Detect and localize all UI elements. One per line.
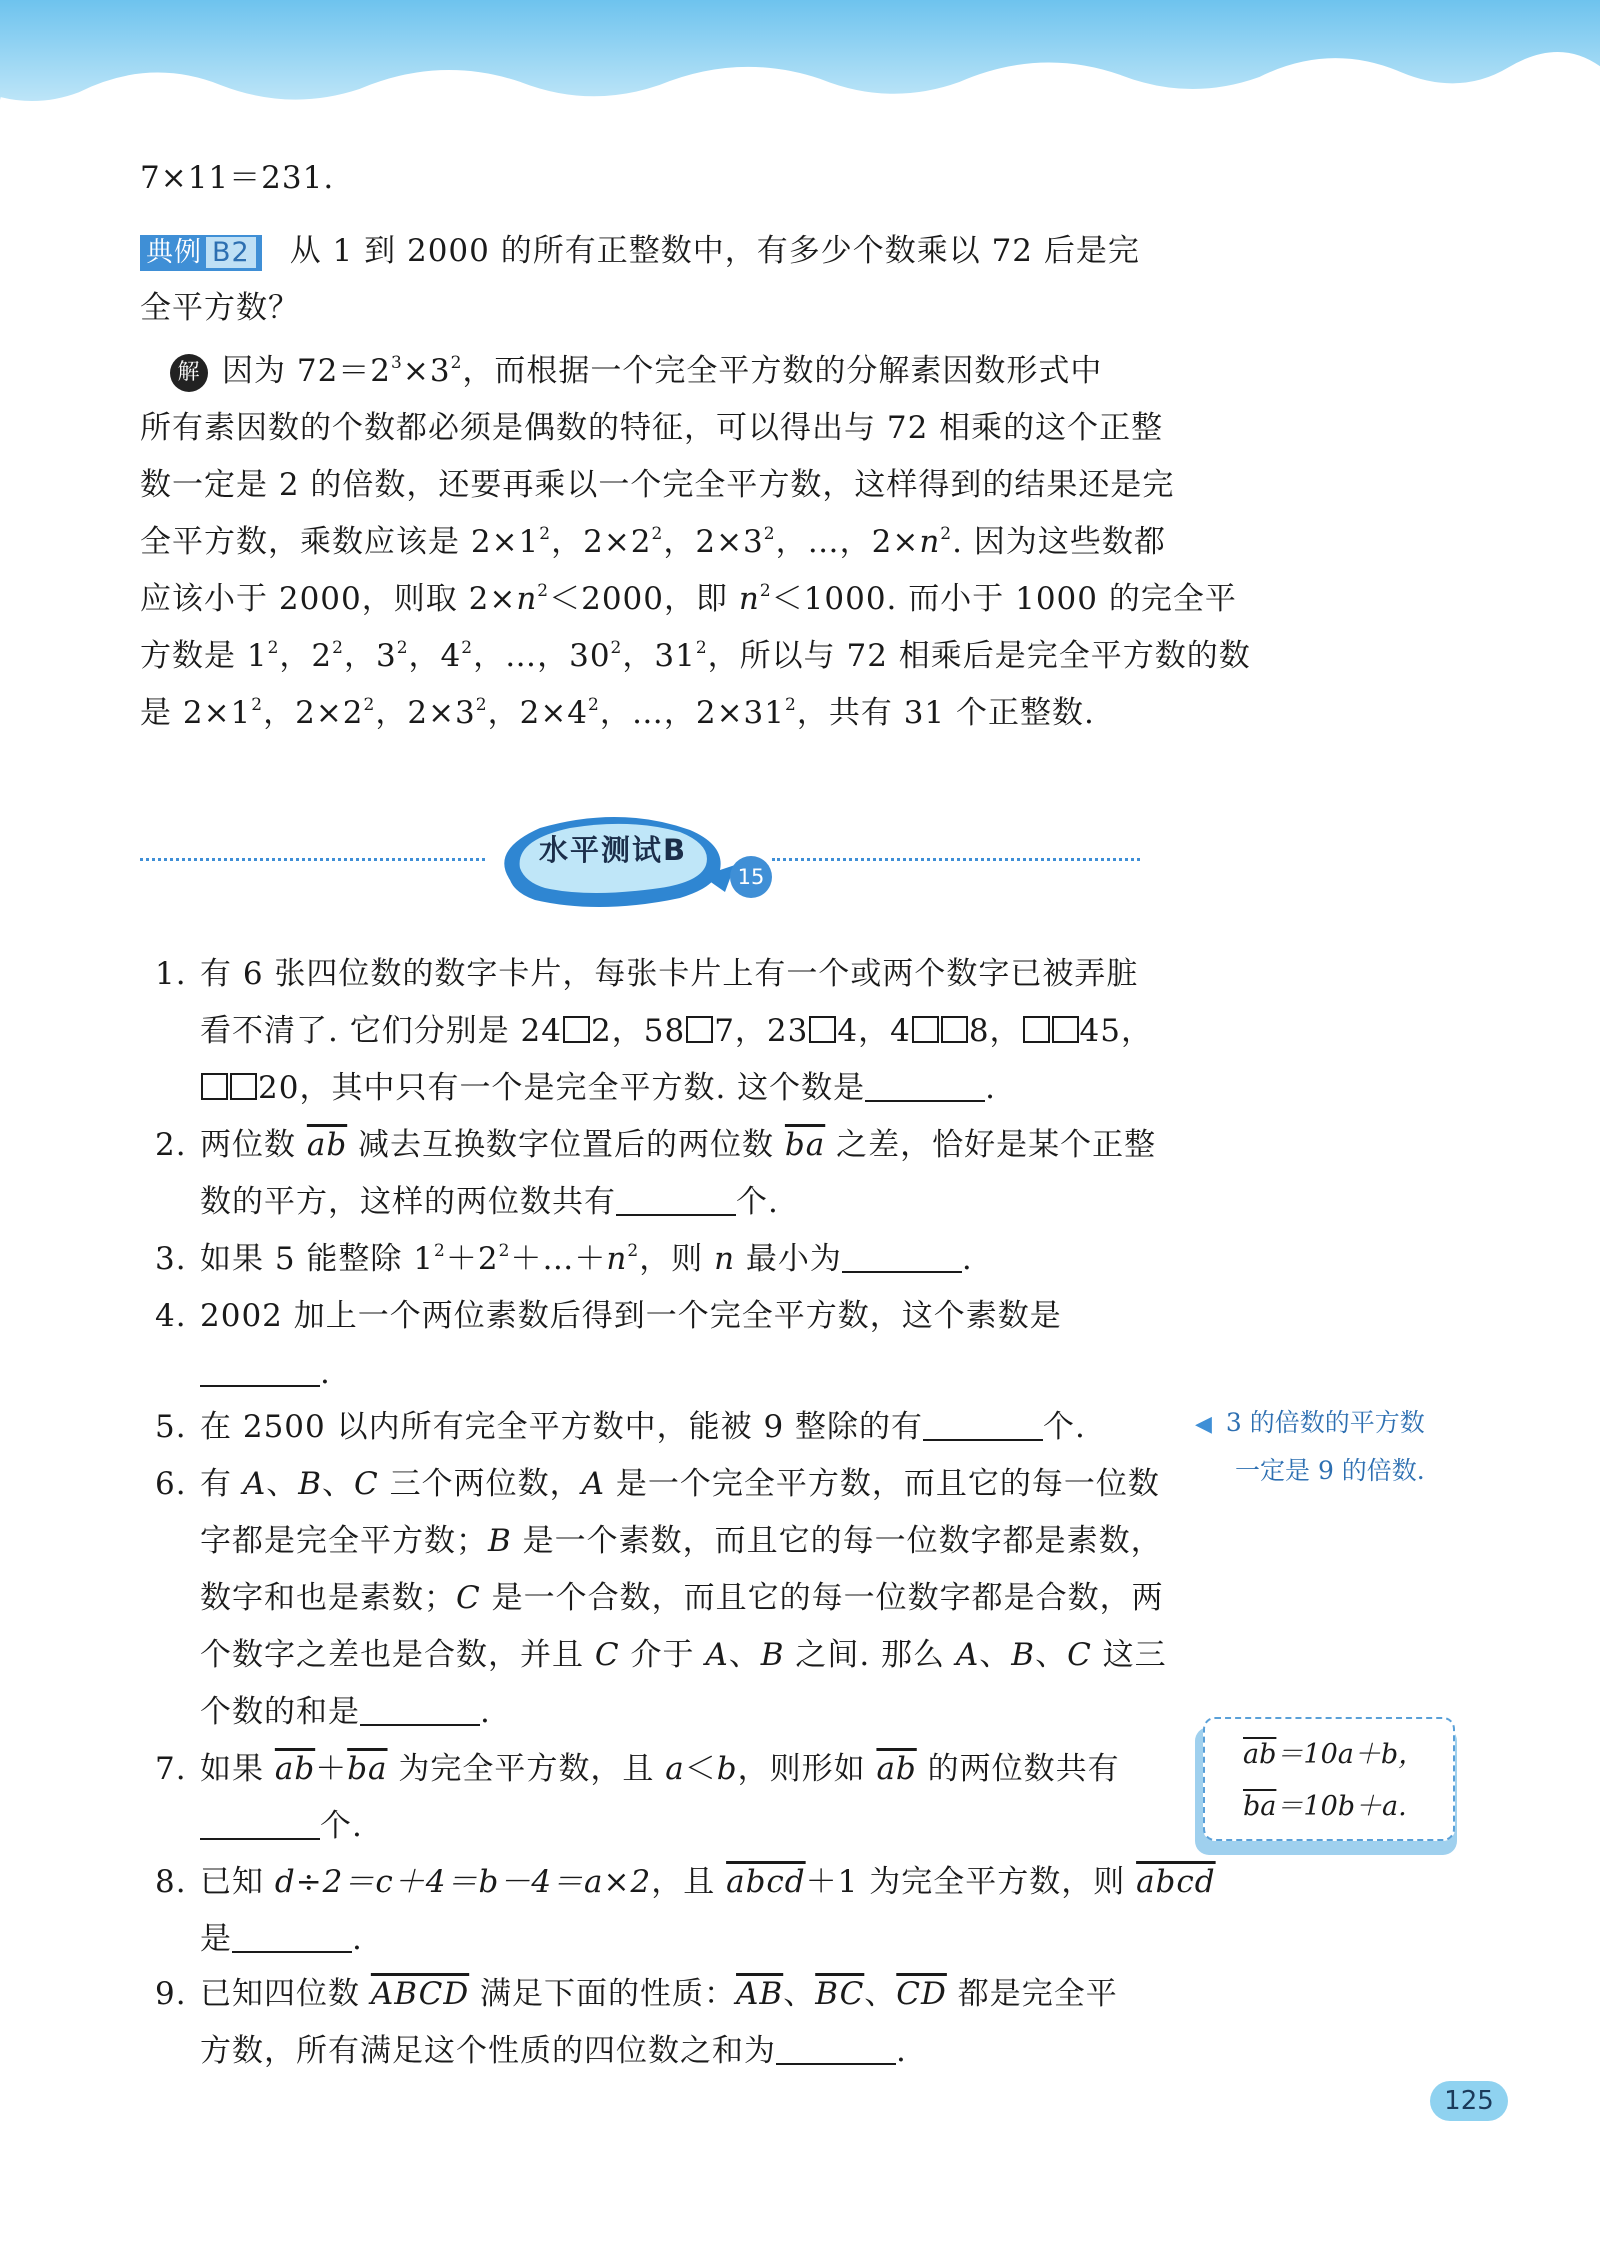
- formula-text: ＝10a＋b，: [1276, 1739, 1426, 1770]
- variable: A: [705, 1637, 729, 1673]
- solution-block: [140, 343, 1251, 742]
- answer-blank[interactable]: [232, 1921, 352, 1953]
- overline-number: ABCD: [370, 1976, 470, 2012]
- question-text: ＜: [684, 1751, 717, 1787]
- solution-marker-icon: 解: [170, 354, 208, 392]
- question-text: 减去互换数字位置后的两位数: [347, 1127, 785, 1163]
- example-question-line: 从 1 到 2000 的所有正整数中，有多少个数乘以 72 后是完: [289, 233, 1140, 269]
- variable: C: [456, 1580, 481, 1616]
- sky-header-decoration: [0, 0, 1600, 150]
- question-text: 个.: [1043, 1409, 1086, 1445]
- section-number-badge: 15: [730, 856, 772, 898]
- question-text: 、: [783, 1976, 816, 2012]
- exponent: 2: [251, 695, 264, 715]
- question-text: 20，其中只有一个是完全平方数. 这个数是: [258, 1070, 866, 1106]
- exponent: 2: [363, 695, 376, 715]
- continued-equation: [140, 150, 334, 207]
- answer-blank[interactable]: [776, 2033, 896, 2065]
- question-text: 是一个合数，而且它的每一位数字都是合数，两: [480, 1580, 1164, 1616]
- question-number: 8.: [155, 1864, 187, 1900]
- variable: a: [665, 1751, 685, 1787]
- exponent: 2: [759, 581, 772, 601]
- solution-text: 所有素因数的个数都必须是偶数的特征，可以得出与 72 相乘的这个正整: [140, 410, 1164, 446]
- exponent: 2: [498, 1241, 511, 1261]
- question-text: 的两位数共有: [916, 1751, 1120, 1787]
- question-4: [155, 1288, 1155, 1402]
- page-number: 125: [1430, 2081, 1508, 2121]
- exponent: 2: [627, 1241, 640, 1261]
- solution-text: ，4: [408, 638, 462, 674]
- variable: n: [738, 581, 760, 617]
- exponent: 2: [763, 524, 776, 544]
- question-text: 在 2500 以内所有完全平方数中，能被 9 整除的有: [200, 1409, 924, 1445]
- question-text: .: [961, 1241, 973, 1277]
- question-text: 2002 加上一个两位素数后得到一个完全平方数，这个素数是: [200, 1298, 1062, 1334]
- overline-number: $\overline{ba}$: [347, 1751, 388, 1787]
- question-text: .: [985, 1070, 997, 1106]
- solution-text: 数一定是 2 的倍数，还要再乘以一个完全平方数，这样得到的结果还是完: [140, 467, 1175, 503]
- blank-digit-box: [1023, 1016, 1050, 1043]
- triangle-pointer-icon: ◀: [1195, 1412, 1212, 1437]
- question-number: 1.: [155, 956, 187, 992]
- overline-number: $\overline{ab}$: [306, 1127, 348, 1163]
- equation-text: 7×11＝231.: [140, 160, 335, 196]
- variable: B: [488, 1523, 512, 1559]
- question-text: 之差，恰好是某个正整: [825, 1127, 1157, 1163]
- solution-text: ，2×3: [663, 524, 764, 560]
- question-1: [155, 946, 1155, 1117]
- question-2: [155, 1117, 1155, 1231]
- question-text: ，且: [651, 1864, 727, 1900]
- formula-box: [1195, 1717, 1455, 1847]
- question-number: 4.: [155, 1298, 187, 1334]
- blank-digit-box: [686, 1016, 713, 1043]
- solution-text: 全平方数，乘数应该是 2×1: [140, 524, 540, 560]
- solution-text: ，2: [279, 638, 333, 674]
- question-text: .: [320, 1355, 331, 1391]
- solution-text: ，3: [343, 638, 397, 674]
- answer-blank[interactable]: [200, 1355, 320, 1387]
- question-text: 7，23: [714, 1013, 809, 1049]
- variable: C: [354, 1466, 379, 1502]
- example-badge-label: 典例: [146, 236, 202, 268]
- exponent: 2: [539, 524, 552, 544]
- question-text: 有: [200, 1466, 243, 1502]
- solution-text: ，2×4: [487, 695, 589, 731]
- blank-digit-box: [941, 1016, 968, 1043]
- blank-digit-box: [809, 1016, 836, 1043]
- solution-text: ，…，30: [473, 638, 611, 674]
- overline-number: $\overline{BC}$: [815, 1976, 865, 2012]
- question-number: 7.: [155, 1751, 187, 1787]
- exponent: 2: [940, 524, 953, 544]
- answer-blank[interactable]: [200, 1808, 320, 1840]
- blank-digit-box: [201, 1073, 228, 1100]
- question-text: 已知四位数: [200, 1976, 371, 2012]
- exponent: 2: [695, 638, 708, 658]
- question-text: 数字和也是素数；: [200, 1580, 456, 1616]
- question-text: 、: [979, 1637, 1012, 1673]
- question-text: 2，58: [591, 1013, 686, 1049]
- solution-text: ×3: [402, 353, 451, 389]
- solution-text: ，共有 31 个正整数.: [796, 695, 1095, 731]
- answer-blank[interactable]: [842, 1241, 962, 1273]
- overline-number: $\overline{ab}$: [1243, 1739, 1277, 1770]
- exponent: 2: [610, 638, 623, 658]
- exponent: 2: [332, 638, 344, 658]
- exponent: 2: [785, 695, 797, 715]
- question-text: 为完全平方数，且: [387, 1751, 666, 1787]
- blank-digit-box: [1052, 1016, 1079, 1043]
- section-header: [140, 810, 1140, 920]
- question-text: 看不清了. 它们分别是 24: [200, 1013, 563, 1049]
- example-badge-number: B2: [206, 237, 256, 268]
- question-number: 3.: [155, 1241, 187, 1277]
- question-9: [155, 1966, 1155, 2080]
- question-text: 、: [266, 1466, 299, 1502]
- overline-number: $\overline{AB}$: [736, 1976, 784, 2012]
- question-text: 、: [322, 1466, 355, 1502]
- question-text: 两位数: [200, 1127, 307, 1163]
- question-text: 4，4: [837, 1013, 911, 1049]
- example-block: [140, 223, 1140, 337]
- answer-blank[interactable]: [616, 1184, 736, 1216]
- question-text: 有 6 张四位数的数字卡片，每张卡片上有一个或两个数字已被弄脏: [200, 956, 1139, 992]
- question-text: 45，: [1079, 1013, 1153, 1049]
- question-text: 已知: [200, 1864, 275, 1900]
- variable: C: [1067, 1637, 1092, 1673]
- question-text: 、: [728, 1637, 761, 1673]
- solution-text: ，2×2: [551, 524, 652, 560]
- question-number: 9.: [155, 1976, 187, 2012]
- question-text: .: [352, 1921, 363, 1957]
- question-text: 如果 5 能整除 1: [200, 1241, 435, 1277]
- answer-blank[interactable]: [923, 1409, 1043, 1441]
- question-text: 8，: [968, 1013, 1022, 1049]
- question-text: 三个两位数，: [378, 1466, 582, 1502]
- solution-text: 方数是 1: [140, 638, 268, 674]
- question-text: ，则: [639, 1241, 715, 1277]
- exponent: 2: [434, 1241, 446, 1261]
- solution-text: . 因为这些数都: [952, 524, 1166, 560]
- variable: A: [955, 1637, 980, 1673]
- question-text: 个.: [320, 1808, 363, 1844]
- question-6: [155, 1456, 1167, 1741]
- exponent: 2: [651, 524, 664, 544]
- exponent: 2: [396, 638, 409, 658]
- formula-text: ＝10b＋a.: [1276, 1791, 1407, 1822]
- exponent: 3: [391, 353, 403, 373]
- question-7: [155, 1741, 1155, 1855]
- solution-text: ＜1000. 而小于 1000 的完全平: [771, 581, 1237, 617]
- question-text: ＋: [315, 1751, 348, 1787]
- question-text: 方数，所有满足这个性质的四位数之和为: [200, 2033, 776, 2069]
- overline-number: abcd: [726, 1864, 806, 1900]
- question-text: ＋1 为完全平方数，则: [805, 1864, 1137, 1900]
- question-number: 2.: [155, 1127, 187, 1163]
- question-number: 6.: [155, 1466, 187, 1502]
- question-text: 个数字之差也是合数，并且: [200, 1637, 595, 1673]
- blank-digit-box: [563, 1016, 590, 1043]
- question-text: 是一个完全平方数，而且它的每一位数: [605, 1466, 1160, 1502]
- question-text: 是: [200, 1921, 232, 1957]
- question-text: 个.: [736, 1184, 779, 1220]
- question-text: 满足下面的性质：: [469, 1976, 737, 2012]
- section-title: 水平测试B: [538, 833, 688, 867]
- blank-digit-box: [230, 1073, 257, 1100]
- dotted-rule-right: [772, 858, 1140, 861]
- solution-text: ，31: [622, 638, 696, 674]
- answer-blank[interactable]: [865, 1070, 985, 1102]
- question-5: [155, 1399, 1155, 1456]
- dotted-rule-left: [140, 858, 485, 861]
- question-text: 最小为: [735, 1241, 842, 1277]
- variable: B: [1011, 1637, 1036, 1673]
- overline-number: $\overline{ba}$: [784, 1127, 826, 1163]
- variable: A: [581, 1466, 606, 1502]
- variable: n: [714, 1241, 736, 1277]
- solution-text: ，2×3: [375, 695, 476, 731]
- question-text: .: [480, 1694, 491, 1730]
- question-text: 之间. 那么: [784, 1637, 956, 1673]
- example-badge: [140, 235, 262, 271]
- solution-text: 是 2×1: [140, 695, 252, 731]
- side-note-text: 一定是 9 的倍数.: [1235, 1456, 1425, 1485]
- question-text: .: [896, 2033, 907, 2069]
- question-text: ＋…＋: [510, 1241, 607, 1277]
- question-text: 这三: [1091, 1637, 1167, 1673]
- side-note-text: 3 的倍数的平方数: [1225, 1408, 1425, 1437]
- variable: n: [919, 524, 941, 560]
- formula-box-text: [1243, 1729, 1425, 1833]
- answer-blank[interactable]: [360, 1694, 480, 1726]
- equation: d÷2＝c＋4＝b－4＝a×2: [274, 1864, 652, 1900]
- question-number: 5.: [155, 1409, 187, 1445]
- variable: B: [298, 1466, 323, 1502]
- exponent: 2: [461, 638, 474, 658]
- solution-text: ，所以与 72 相乘后是完全平方数的数: [707, 638, 1251, 674]
- exponent: 2: [267, 638, 280, 658]
- exponent: 2: [537, 581, 550, 601]
- question-8: [155, 1854, 1216, 1968]
- overline-number: $\overline{ab}$: [274, 1751, 316, 1787]
- question-text: 介于: [619, 1637, 706, 1673]
- solution-text: ，2×2: [263, 695, 364, 731]
- example-question-line: 全平方数？: [140, 290, 300, 326]
- variable: n: [516, 581, 538, 617]
- question-text: 个数的和是: [200, 1694, 360, 1730]
- question-text: 是一个素数，而且它的每一位数字都是素数，: [511, 1523, 1163, 1559]
- exponent: 2: [450, 353, 463, 373]
- variable: n: [606, 1241, 628, 1277]
- solution-text: 因为 72＝2: [222, 353, 392, 389]
- blank-digit-box: [912, 1016, 939, 1043]
- overline-number: $\overline{ba}$: [1243, 1791, 1277, 1822]
- question-text: 、: [1035, 1637, 1068, 1673]
- variable: A: [242, 1466, 267, 1502]
- solution-text: 应该小于 2000，则取 2×: [140, 581, 517, 617]
- exponent: 2: [588, 695, 600, 715]
- overline-number: abcd: [1136, 1864, 1216, 1900]
- overline-number: $\overline{ab}$: [876, 1751, 917, 1787]
- solution-text: ，…，2×31: [599, 695, 786, 731]
- question-text: ，则形如: [737, 1751, 877, 1787]
- question-text: 如果: [200, 1751, 275, 1787]
- question-3: [155, 1231, 1155, 1288]
- variable: b: [716, 1751, 738, 1787]
- question-text: 、: [864, 1976, 897, 2012]
- overline-number: $\overline{CD}$: [896, 1976, 947, 2012]
- question-text: 字都是完全平方数；: [200, 1523, 488, 1559]
- solution-text: ＜2000，即: [549, 581, 739, 617]
- exponent: 2: [475, 695, 488, 715]
- side-note: [1195, 1400, 1425, 1494]
- solution-text: ，而根据一个完全平方数的分解素因数形式中: [462, 353, 1103, 389]
- solution-text: ，…，2×: [775, 524, 920, 560]
- question-text: 都是完全平: [946, 1976, 1118, 2012]
- variable: B: [760, 1637, 785, 1673]
- variable: C: [594, 1637, 620, 1673]
- question-text: ＋2: [445, 1241, 499, 1277]
- question-text: 数的平方，这样的两位数共有: [200, 1184, 616, 1220]
